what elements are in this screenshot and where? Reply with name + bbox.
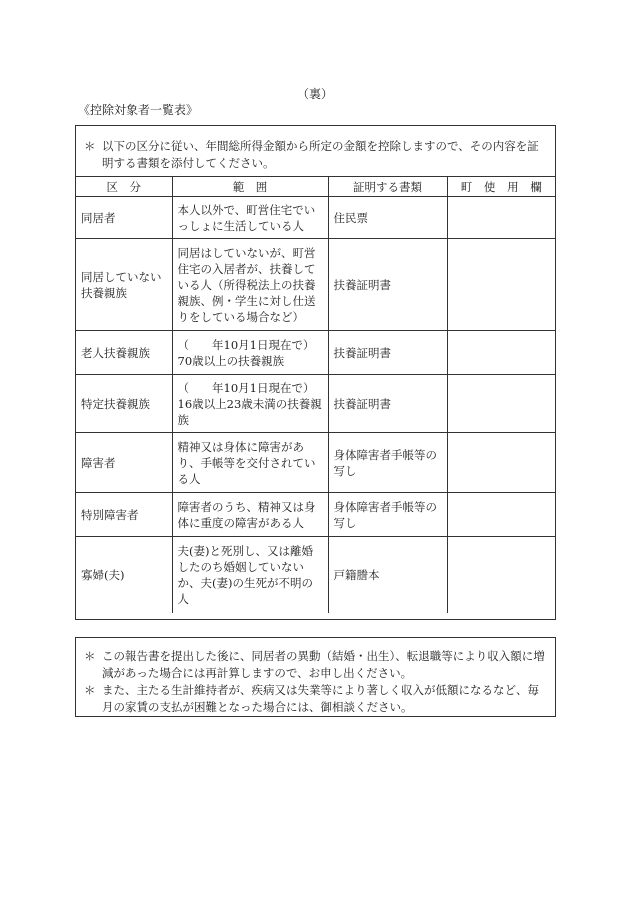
row-document: 扶養証明書 [328, 375, 447, 433]
asterisk-icon: ＊ [84, 649, 96, 663]
row-office-use [447, 493, 555, 537]
row-office-use [447, 197, 555, 239]
row-category: 同居者 [76, 197, 172, 239]
column-header-document: 証明する書類 [328, 177, 447, 197]
row-office-use [447, 375, 555, 433]
column-header-office-use: 町 使 用 欄 [447, 177, 555, 197]
asterisk-icon: ＊ [84, 139, 96, 153]
deduction-list-box [75, 125, 556, 620]
row-category: 特定扶養親族 [76, 375, 172, 433]
note-text: この報告書を提出した後に、同居者の異動（結婚・出生）、転退職等により収入額に増減があった場合には再計算しますので、お申し出ください。 [102, 649, 545, 680]
row-office-use [447, 331, 555, 375]
row-document: 身体障害者手帳等の写し [328, 493, 447, 537]
row-office-use [447, 239, 555, 331]
table-row [76, 331, 555, 375]
page-side-label: （裏） [296, 87, 333, 101]
row-scope: （ 年10月1日現在で）16歳以上23歳未満の扶養親族 [172, 375, 328, 433]
note-item [84, 648, 549, 682]
table-row [76, 433, 555, 493]
row-category: 同居していない扶養親族 [76, 239, 172, 331]
row-document: 扶養証明書 [328, 331, 447, 375]
row-category: 老人扶養親族 [76, 331, 172, 375]
intro-paragraph: 以下の区分に従い、年間総所得金額から所定の金額を控除しますので、その内容を証明する書類を添付してください。 [102, 139, 539, 170]
asterisk-icon: ＊ [84, 683, 96, 697]
row-office-use [447, 433, 555, 493]
note-text: また、主たる生計維持者が、疾病又は失業等により著しく収入が低額になるなど、毎月の家賃の支払が困難となった場合には、御相談ください。 [102, 683, 539, 714]
table-row [76, 197, 555, 239]
row-scope: 精神又は身体に障害があり、手帳等を交付されている人 [172, 433, 328, 493]
notes-box [75, 637, 556, 717]
column-header-category: 区 分 [76, 177, 172, 197]
column-header-scope: 範 囲 [172, 177, 328, 197]
row-category: 障害者 [76, 433, 172, 493]
row-category: 特別障害者 [76, 493, 172, 537]
intro-text [84, 138, 549, 172]
row-scope: （ 年10月1日現在で）70歳以上の扶養親族 [172, 331, 328, 375]
table-row [76, 493, 555, 537]
table-row [76, 239, 555, 331]
section-title: 《控除対象者一覧表》 [78, 103, 199, 117]
deduction-table [76, 176, 555, 613]
note-item [84, 682, 549, 716]
row-scope: 同居はしていないが、町営住宅の入居者が、扶養している人（所得税法上の扶養親族、例・学生に対し仕送りをしている場合など） [172, 239, 328, 331]
row-scope: 夫(妻)と死別し、又は離婚したのち婚姻していないか、夫(妻)の生死が不明の人 [172, 537, 328, 613]
row-document: 戸籍謄本 [328, 537, 447, 613]
table-header-row [76, 177, 555, 197]
row-category: 寡婦(夫) [76, 537, 172, 613]
table-row [76, 375, 555, 433]
row-office-use [447, 537, 555, 613]
row-scope: 障害者のうち、精神又は身体に重度の障害がある人 [172, 493, 328, 537]
row-document: 扶養証明書 [328, 239, 447, 331]
row-scope: 本人以外で、町営住宅でいっしょに生活している人 [172, 197, 328, 239]
row-document: 住民票 [328, 197, 447, 239]
table-row [76, 537, 555, 613]
row-document: 身体障害者手帳等の写し [328, 433, 447, 493]
